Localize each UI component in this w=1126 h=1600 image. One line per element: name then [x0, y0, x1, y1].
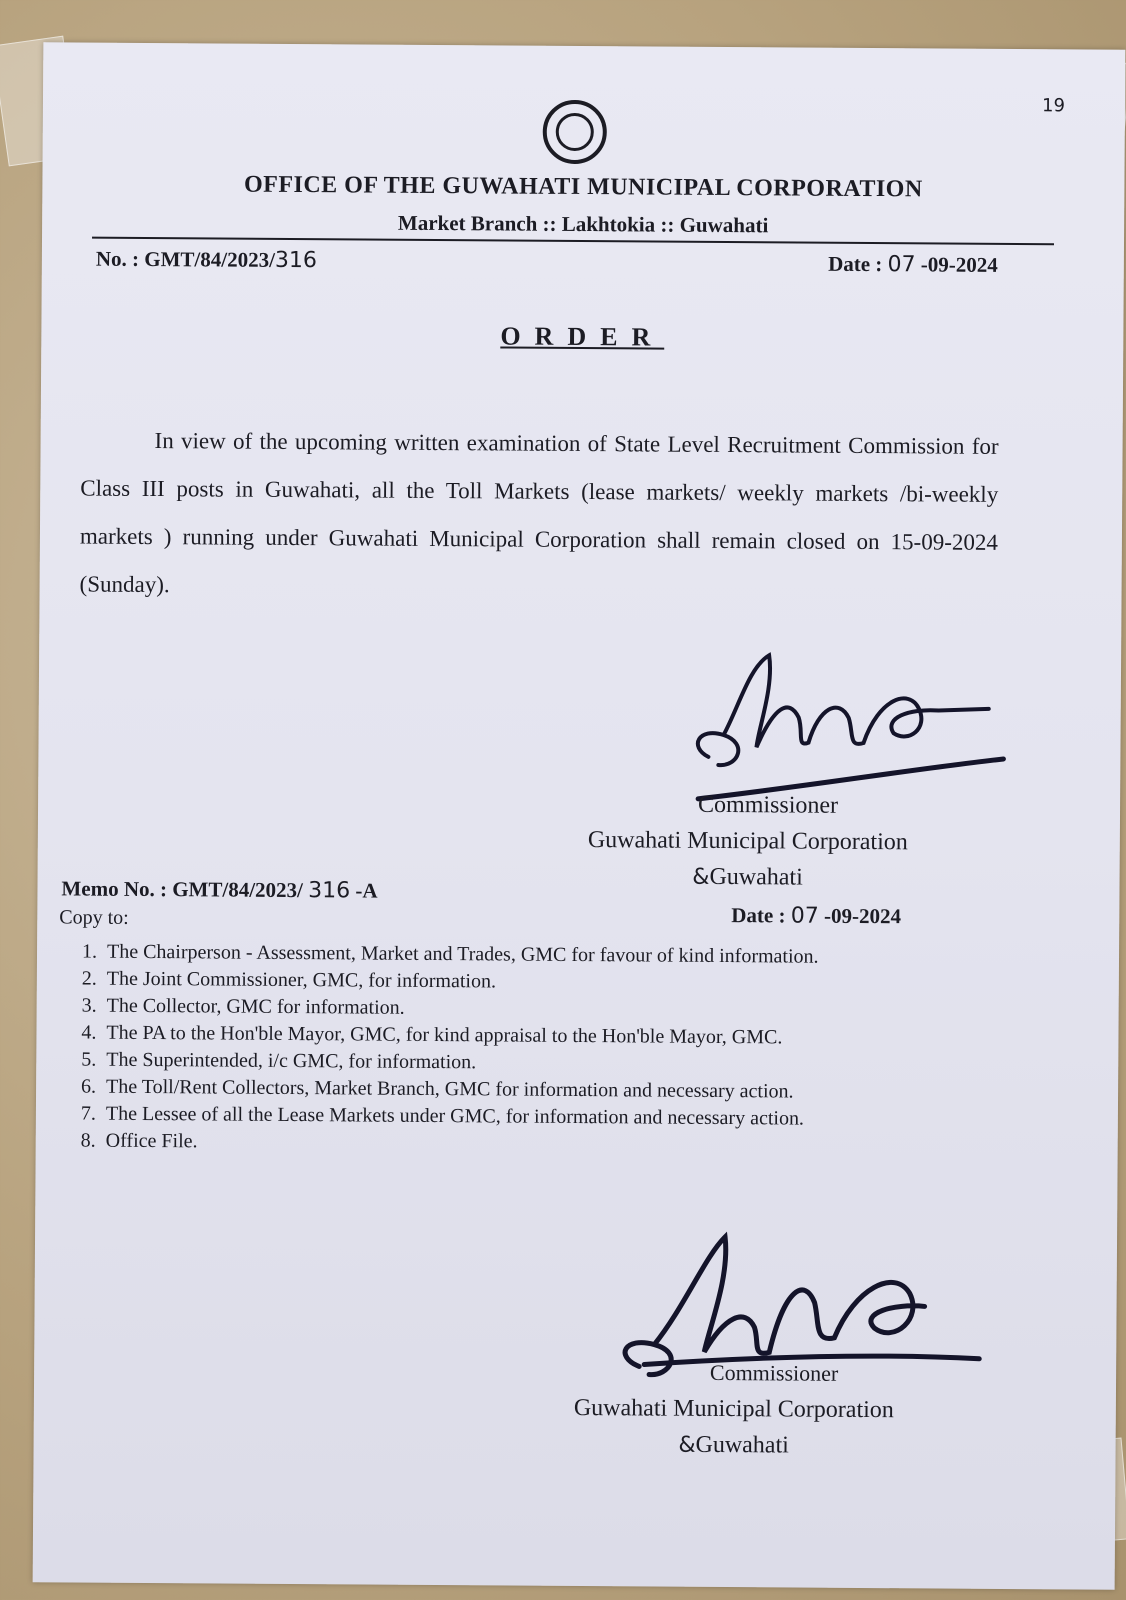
- copy-list: [60, 938, 999, 1161]
- signatory-place: [503, 1425, 963, 1465]
- order-date: [828, 252, 998, 278]
- gmc-logo-icon: [543, 100, 607, 164]
- memo-date-handwritten: 07: [790, 903, 819, 929]
- list-item: 5. The Superintended, i/c GMC, for information.: [81, 1048, 477, 1074]
- list-item: 6. The Toll/Rent Collectors, Market Branch, GMC for information and necessary action.: [81, 1075, 794, 1103]
- reference-number-label: No. : GMT/84/2023/: [95, 246, 276, 272]
- place-prefix-handwritten: &: [692, 864, 710, 890]
- order-date-label: Date :: [828, 251, 883, 277]
- page-number-mark: 19: [1041, 95, 1066, 117]
- signatory-place-name: Guwahati: [709, 863, 803, 891]
- memo-date: [731, 903, 901, 929]
- order-document: [33, 42, 1126, 1590]
- signature-1: [678, 647, 1009, 809]
- order-date-handwritten: 07: [887, 252, 916, 278]
- list-item: 1. The Chairperson - Assessment, Market and Trades, GMC for favour of kind information.: [81, 940, 819, 968]
- signatory-place: [547, 858, 947, 898]
- memo-number-handwritten: 316: [308, 878, 351, 904]
- office-title: OFFICE OF THE GUWAHATI MUNICIPAL CORPORATION: [243, 171, 923, 203]
- signatory-org: Guwahati Municipal Corporation: [573, 1394, 894, 1424]
- copy-to-label: Copy to:: [59, 906, 129, 929]
- list-item: 7. The Lessee of all the Lease Markets under GMC, for information and necessary action.: [80, 1102, 805, 1130]
- list-item: 2. The Joint Commissioner, GMC, for information.: [81, 967, 497, 993]
- signatory-title: Commissioner: [709, 1359, 839, 1386]
- office-subtitle: Market Branch :: Lakhtokia :: Guwahati: [397, 210, 769, 238]
- reference-number: [96, 247, 317, 274]
- signatory-block-2: [503, 1353, 964, 1465]
- list-item: 3. The Collector, GMC for information.: [81, 994, 405, 1019]
- signatory-place-name: Guwahati: [695, 1431, 789, 1459]
- place-prefix-handwritten: &: [678, 1432, 696, 1458]
- reference-number-handwritten: 316: [274, 247, 318, 274]
- memo-number-suffix: -A: [355, 878, 378, 903]
- memo-date-suffix: -09-2024: [823, 903, 902, 929]
- signatory-block-1: [547, 786, 948, 898]
- signatory-org: Guwahati Municipal Corporation: [587, 827, 908, 856]
- list-item: 4. The PA to the Hon'ble Mayor, GMC, for kind appraisal to the Hon'ble Mayor, GMC.: [81, 1021, 783, 1049]
- list-item: 8. Office File.: [80, 1129, 198, 1153]
- memo-number-label: Memo No. : GMT/84/2023/: [61, 876, 304, 903]
- memo-number: [61, 876, 377, 903]
- signatory-title: Commissioner: [697, 791, 839, 819]
- memo-date-label: Date :: [731, 903, 786, 928]
- order-body: In view of the upcoming written examination of State Level Recruitment Commission for Class III posts in Guwahati, all the Toll Markets (lease markets/ weekly markets /bi-weekly markets ) running under Guwahati Municipal Corporation shall remain closed on 15-09-2024 (Sunday).: [79, 428, 999, 598]
- order-date-suffix: -09-2024: [920, 252, 998, 277]
- order-heading: ORDER: [500, 321, 665, 352]
